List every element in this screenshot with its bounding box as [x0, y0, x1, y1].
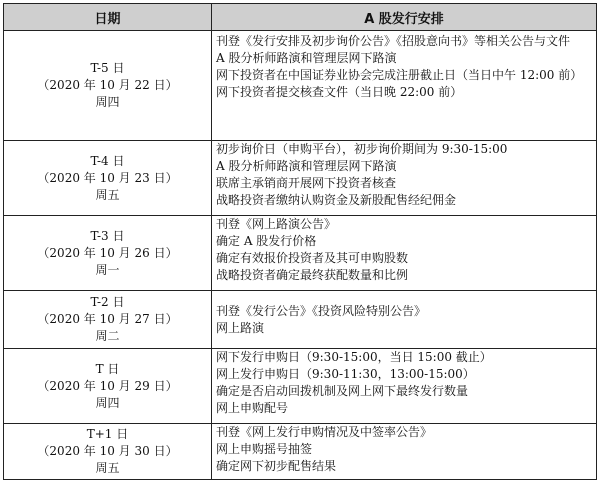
calendar-date: （2020 年 10 月 26 日）: [37, 245, 178, 260]
event-item: 联席主承销商开展网下投资者核查: [216, 176, 397, 190]
table-row: [4, 349, 597, 424]
date-cell: [4, 216, 212, 291]
calendar-date: （2020 年 10 月 27 日）: [37, 312, 178, 326]
event-item: 网上申购配号: [216, 401, 289, 415]
events-cell: [212, 31, 597, 141]
date-cell: [4, 424, 212, 480]
event-item: 战略投资者确定最终获配数量和比例: [216, 268, 409, 282]
date-column-header: 日期: [4, 4, 212, 31]
event-item: 确定网下初步配售结果: [216, 459, 337, 473]
event-item: 网下发行申购日（9:30-15:00，当日 15:00 截止）: [216, 350, 492, 364]
date-cell: [4, 31, 212, 141]
ipo-schedule-table: [3, 3, 597, 480]
events-cell: [212, 291, 597, 349]
weekday-label: 周四: [95, 95, 120, 109]
events-cell: [212, 141, 597, 216]
event-item: 战略投资者缴纳认购资金及新股配售经纪佣金: [216, 193, 457, 207]
event-item: 刊登《发行公告》《投资风险特别公告》: [216, 303, 427, 318]
calendar-date: （2020 年 10 月 29 日）: [37, 378, 178, 393]
table-row: [4, 141, 597, 216]
date-cell: [4, 141, 212, 216]
event-item: 刊登《网上路演公告》: [216, 217, 337, 231]
trading-day-label: T-4 日: [90, 153, 125, 168]
event-item: A 股分析师路演和管理层网下路演: [216, 51, 397, 65]
weekday-label: 周二: [95, 329, 120, 343]
trading-day-label: T-3 日: [90, 228, 125, 243]
table-header: [4, 4, 597, 31]
table-row: [4, 291, 597, 349]
date-cell: [4, 349, 212, 424]
weekday-label: 周四: [95, 395, 120, 410]
event-item: 网下投资者提交核查文件（当日晚 22:00 前）: [216, 85, 463, 99]
event-item: A 股分析师路演和管理层网下路演: [216, 159, 397, 173]
event-item: 确定有效报价投资者及其可申购股数: [216, 251, 409, 265]
arrangement-column-header: A 股发行安排: [212, 4, 597, 31]
trading-day-label: T 日: [95, 361, 120, 376]
event-item: 网下投资者在中国证券业协会完成注册截止日（当日中午 12:00 前）: [216, 68, 583, 82]
table-body: [4, 31, 597, 480]
event-item: 网上发行申购日（9:30-11:30，13:00-15:00）: [216, 367, 475, 381]
table-row: [4, 216, 597, 291]
trading-day-label: T-5 日: [90, 61, 125, 75]
weekday-label: 周五: [95, 187, 120, 202]
event-item: 初步询价日（申购平台），初步询价期间为 9:30-15:00: [216, 142, 508, 156]
calendar-date: （2020 年 10 月 23 日）: [37, 170, 178, 185]
event-item: 网上路演: [216, 320, 265, 335]
weekday-label: 周一: [95, 262, 120, 277]
calendar-date: （2020 年 10 月 22 日）: [37, 78, 178, 92]
table-row: [4, 31, 597, 141]
event-item: 确定是否启动回拨机制及网上网下最终发行数量: [216, 384, 469, 398]
event-item: 网上申购摇号抽签: [216, 442, 313, 456]
weekday-label: 周五: [95, 461, 120, 475]
calendar-date: （2020 年 10 月 30 日）: [37, 444, 178, 458]
header-row: [4, 4, 597, 31]
trading-day-label: T-2 日: [90, 295, 125, 309]
table-row: [4, 424, 597, 480]
events-cell: [212, 424, 597, 480]
event-item: 刊登《发行安排及初步询价公告》《招股意向书》等相关公告与文件: [216, 34, 571, 48]
event-item: 刊登《网上发行申购情况及中签率公告》: [216, 425, 433, 439]
date-cell: [4, 291, 212, 349]
event-item: 确定 A 股发行价格: [216, 234, 317, 248]
events-cell: [212, 349, 597, 424]
trading-day-label: T+1 日: [86, 427, 129, 441]
events-cell: [212, 216, 597, 291]
